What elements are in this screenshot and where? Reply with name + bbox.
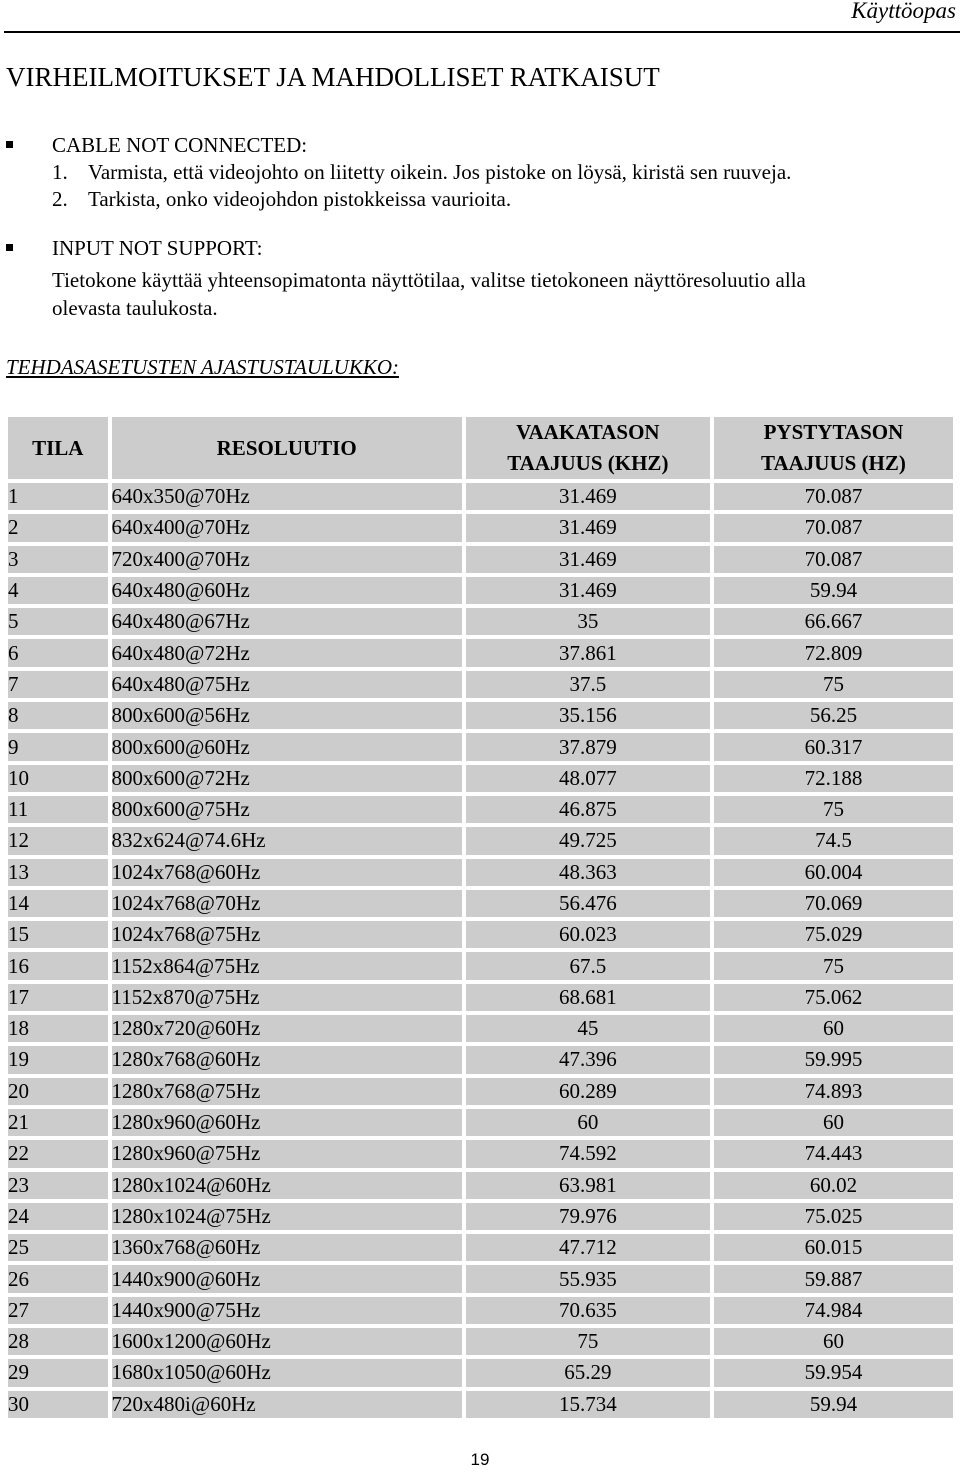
cell-resolution: 1280x1024@75Hz	[112, 1203, 462, 1230]
header-horizontal-line1: VAAKATASON	[516, 420, 660, 444]
cell-vertical-frequency: 70.069	[714, 890, 953, 917]
cell-resolution: 800x600@75Hz	[112, 796, 462, 823]
cell-vertical-frequency: 74.443	[714, 1140, 953, 1167]
table-row	[8, 827, 953, 854]
table-title: TEHDASASETUSTEN AJASTUSTAULUKKO:	[6, 355, 400, 379]
cell-vertical-frequency: 60	[714, 1328, 953, 1355]
cell-horizontal-frequency: 48.077	[466, 765, 710, 792]
table-row	[8, 608, 953, 635]
table-row	[8, 577, 953, 604]
cell-mode: 6	[8, 639, 108, 666]
table-row	[8, 1078, 953, 1105]
cell-vertical-frequency: 75	[714, 952, 953, 979]
cell-horizontal-frequency: 75	[466, 1328, 710, 1355]
cell-horizontal-frequency: 49.725	[466, 827, 710, 854]
cell-vertical-frequency: 70.087	[714, 546, 953, 573]
table-row	[8, 1046, 953, 1073]
cell-horizontal-frequency: 48.363	[466, 859, 710, 886]
cell-horizontal-frequency: 37.879	[466, 733, 710, 760]
cell-mode: 27	[8, 1297, 108, 1324]
cell-mode: 2	[8, 514, 108, 541]
cell-resolution: 1280x960@60Hz	[112, 1109, 462, 1136]
cell-vertical-frequency: 60.317	[714, 733, 953, 760]
header-horizontal-frequency	[466, 417, 710, 479]
table-row	[8, 952, 953, 979]
cell-resolution: 1440x900@60Hz	[112, 1265, 462, 1292]
header-mode: TILA	[8, 417, 108, 479]
cell-mode: 7	[8, 671, 108, 698]
table-row	[8, 1391, 953, 1418]
error-item-cable	[0, 132, 940, 213]
cell-vertical-frequency: 75	[714, 671, 953, 698]
cell-vertical-frequency: 60	[714, 1015, 953, 1042]
cell-vertical-frequency: 72.188	[714, 765, 953, 792]
error-heading: CABLE NOT CONNECTED:	[52, 133, 308, 157]
table-row	[8, 1359, 953, 1386]
cell-horizontal-frequency: 74.592	[466, 1140, 710, 1167]
table-row	[8, 1297, 953, 1324]
cell-vertical-frequency: 59.887	[714, 1265, 953, 1292]
cell-horizontal-frequency: 63.981	[466, 1172, 710, 1199]
cell-mode: 5	[8, 608, 108, 635]
cell-mode: 28	[8, 1328, 108, 1355]
cell-resolution: 1280x720@60Hz	[112, 1015, 462, 1042]
cell-horizontal-frequency: 45	[466, 1015, 710, 1042]
cell-vertical-frequency: 59.995	[714, 1046, 953, 1073]
cell-mode: 19	[8, 1046, 108, 1073]
table-row	[8, 1328, 953, 1355]
table-row	[8, 483, 953, 510]
cell-mode: 10	[8, 765, 108, 792]
cell-resolution: 1152x864@75Hz	[112, 952, 462, 979]
cell-resolution: 1024x768@60Hz	[112, 859, 462, 886]
cell-horizontal-frequency: 31.469	[466, 577, 710, 604]
cell-resolution: 640x350@70Hz	[112, 483, 462, 510]
table-row	[8, 1234, 953, 1261]
header-resolution: RESOLUUTIO	[112, 417, 462, 479]
cell-mode: 1	[8, 483, 108, 510]
cell-resolution: 1680x1050@60Hz	[112, 1359, 462, 1386]
table-row	[8, 1109, 953, 1136]
bullet-icon	[6, 141, 13, 148]
bullet-icon	[6, 244, 13, 251]
description-text: Tietokone käyttää yhteensopimatonta näyttötilaa, valitse tietokoneen näyttöresoluutio alla	[52, 268, 806, 292]
cell-mode: 26	[8, 1265, 108, 1292]
cell-resolution: 1600x1200@60Hz	[112, 1328, 462, 1355]
cell-resolution: 640x400@70Hz	[112, 514, 462, 541]
step-text: Tarkista, onko videojohdon pistokkeissa vaurioita.	[88, 187, 512, 211]
cell-resolution: 640x480@60Hz	[112, 577, 462, 604]
cell-horizontal-frequency: 56.476	[466, 890, 710, 917]
header-horizontal-line2: TAAJUUS (KHZ)	[507, 451, 669, 475]
cell-resolution: 720x400@70Hz	[112, 546, 462, 573]
table-row	[8, 796, 953, 823]
cell-vertical-frequency: 72.809	[714, 639, 953, 666]
cell-resolution: 640x480@67Hz	[112, 608, 462, 635]
header-divider	[4, 31, 960, 33]
cell-resolution: 640x480@75Hz	[112, 671, 462, 698]
cell-vertical-frequency: 60.015	[714, 1234, 953, 1261]
table-row	[8, 546, 953, 573]
cell-resolution: 1280x768@75Hz	[112, 1078, 462, 1105]
cell-mode: 21	[8, 1109, 108, 1136]
cell-horizontal-frequency: 37.861	[466, 639, 710, 666]
cell-vertical-frequency: 60	[714, 1109, 953, 1136]
cell-vertical-frequency: 75.025	[714, 1203, 953, 1230]
step-number: 2.	[52, 187, 68, 211]
cell-horizontal-frequency: 65.29	[466, 1359, 710, 1386]
cell-horizontal-frequency: 15.734	[466, 1391, 710, 1418]
cell-vertical-frequency: 75	[714, 796, 953, 823]
timing-table-body	[8, 483, 953, 1418]
cell-vertical-frequency: 70.087	[714, 514, 953, 541]
cell-mode: 12	[8, 827, 108, 854]
cell-vertical-frequency: 59.94	[714, 1391, 953, 1418]
document-header-label: Käyttöopas	[851, 0, 956, 23]
cell-horizontal-frequency: 31.469	[466, 546, 710, 573]
cell-mode: 14	[8, 890, 108, 917]
table-row	[8, 1172, 953, 1199]
cell-mode: 13	[8, 859, 108, 886]
cell-vertical-frequency: 60.02	[714, 1172, 953, 1199]
table-row	[8, 1015, 953, 1042]
table-row	[8, 702, 953, 729]
cell-horizontal-frequency: 67.5	[466, 952, 710, 979]
cell-horizontal-frequency: 31.469	[466, 483, 710, 510]
cell-resolution: 1280x1024@60Hz	[112, 1172, 462, 1199]
cell-resolution: 800x600@72Hz	[112, 765, 462, 792]
step-number: 1.	[52, 160, 68, 184]
table-header-row	[8, 417, 953, 479]
cell-resolution: 832x624@74.6Hz	[112, 827, 462, 854]
table-row	[8, 859, 953, 886]
error-heading: INPUT NOT SUPPORT:	[52, 236, 263, 260]
cell-horizontal-frequency: 47.712	[466, 1234, 710, 1261]
cell-vertical-frequency: 75.062	[714, 984, 953, 1011]
cell-vertical-frequency: 70.087	[714, 483, 953, 510]
cell-horizontal-frequency: 55.935	[466, 1265, 710, 1292]
cell-horizontal-frequency: 31.469	[466, 514, 710, 541]
cell-mode: 18	[8, 1015, 108, 1042]
cell-vertical-frequency: 74.5	[714, 827, 953, 854]
cell-mode: 8	[8, 702, 108, 729]
cell-vertical-frequency: 74.984	[714, 1297, 953, 1324]
cell-vertical-frequency: 60.004	[714, 859, 953, 886]
cell-horizontal-frequency: 79.976	[466, 1203, 710, 1230]
cell-vertical-frequency: 66.667	[714, 608, 953, 635]
timing-table	[4, 413, 957, 1422]
page-number: 19	[470, 1450, 490, 1469]
table-row	[8, 514, 953, 541]
cell-mode: 11	[8, 796, 108, 823]
table-row	[8, 1140, 953, 1167]
table-row	[8, 639, 953, 666]
cell-vertical-frequency: 59.94	[714, 577, 953, 604]
cell-mode: 4	[8, 577, 108, 604]
cell-vertical-frequency: 56.25	[714, 702, 953, 729]
cell-mode: 3	[8, 546, 108, 573]
cell-resolution: 1360x768@60Hz	[112, 1234, 462, 1261]
cell-resolution: 640x480@72Hz	[112, 639, 462, 666]
cell-horizontal-frequency: 47.396	[466, 1046, 710, 1073]
table-row	[8, 1265, 953, 1292]
cell-resolution: 800x600@56Hz	[112, 702, 462, 729]
cell-mode: 23	[8, 1172, 108, 1199]
table-row	[8, 765, 953, 792]
description-text: olevasta taulukosta.	[52, 296, 218, 320]
cell-resolution: 720x480i@60Hz	[112, 1391, 462, 1418]
cell-horizontal-frequency: 60.023	[466, 921, 710, 948]
cell-mode: 16	[8, 952, 108, 979]
cell-horizontal-frequency: 46.875	[466, 796, 710, 823]
cell-mode: 20	[8, 1078, 108, 1105]
cell-mode: 25	[8, 1234, 108, 1261]
cell-mode: 17	[8, 984, 108, 1011]
header-vertical-frequency	[714, 417, 953, 479]
cell-horizontal-frequency: 35.156	[466, 702, 710, 729]
table-row	[8, 890, 953, 917]
cell-vertical-frequency: 59.954	[714, 1359, 953, 1386]
cell-vertical-frequency: 75.029	[714, 921, 953, 948]
cell-mode: 9	[8, 733, 108, 760]
cell-resolution: 1152x870@75Hz	[112, 984, 462, 1011]
cell-mode: 30	[8, 1391, 108, 1418]
cell-vertical-frequency: 74.893	[714, 1078, 953, 1105]
header-vertical-line1: PYSTYTASON	[763, 420, 904, 444]
cell-horizontal-frequency: 37.5	[466, 671, 710, 698]
cell-horizontal-frequency: 60	[466, 1109, 710, 1136]
step-text: Varmista, että videojohto on liitetty oikein. Jos pistoke on löysä, kiristä sen ruuveja.	[88, 160, 792, 184]
cell-mode: 29	[8, 1359, 108, 1386]
cell-mode: 22	[8, 1140, 108, 1167]
cell-resolution: 1024x768@70Hz	[112, 890, 462, 917]
header-vertical-line2: TAAJUUS (HZ)	[761, 451, 906, 475]
cell-horizontal-frequency: 68.681	[466, 984, 710, 1011]
table-row	[8, 921, 953, 948]
cell-mode: 15	[8, 921, 108, 948]
cell-horizontal-frequency: 60.289	[466, 1078, 710, 1105]
table-row	[8, 733, 953, 760]
cell-resolution: 1024x768@75Hz	[112, 921, 462, 948]
cell-resolution: 800x600@60Hz	[112, 733, 462, 760]
table-row	[8, 671, 953, 698]
cell-mode: 24	[8, 1203, 108, 1230]
section-title: VIRHEILMOITUKSET JA MAHDOLLISET RATKAISUT	[6, 62, 660, 92]
cell-resolution: 1280x960@75Hz	[112, 1140, 462, 1167]
error-item-input	[0, 235, 940, 322]
cell-resolution: 1280x768@60Hz	[112, 1046, 462, 1073]
table-row	[8, 1203, 953, 1230]
table-row	[8, 984, 953, 1011]
cell-resolution: 1440x900@75Hz	[112, 1297, 462, 1324]
cell-horizontal-frequency: 35	[466, 608, 710, 635]
cell-horizontal-frequency: 70.635	[466, 1297, 710, 1324]
